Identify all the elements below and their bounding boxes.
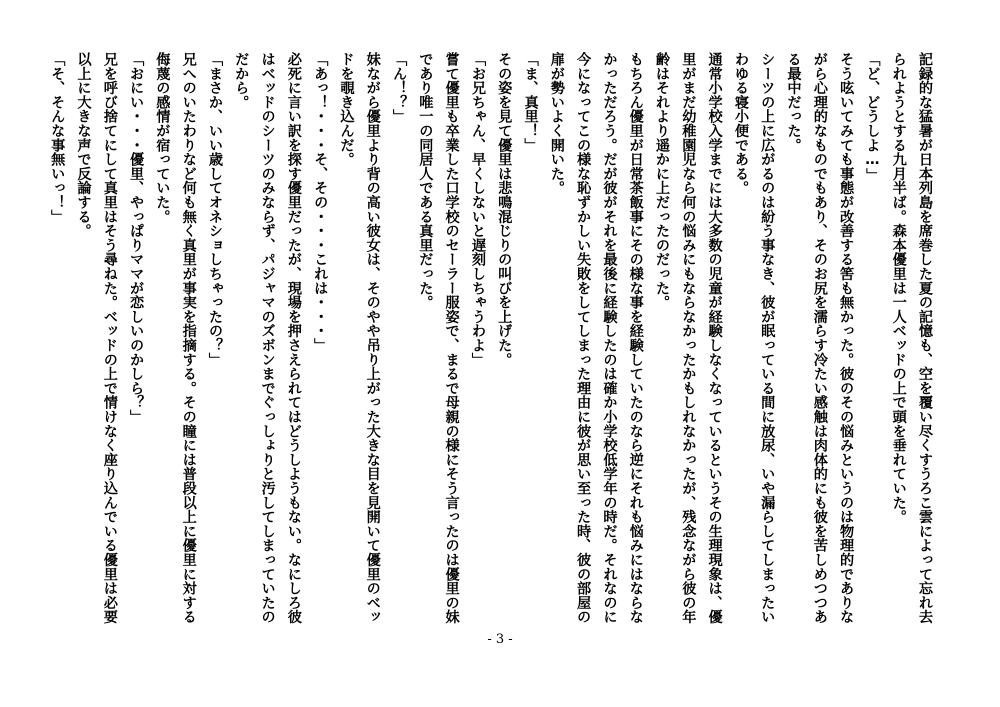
text-line-3: 「ど、どうしよ…」 [864,52,881,183]
text-line-16: 「ま、真里！」 [522,52,539,153]
text-line-27: だから。 [233,52,250,110]
text-line-10: 里がまだ幼稚園児なら何の悩みにもならなかったかもしれなかったが、残念ながら彼の年 [680,52,697,624]
text-line-13: かっただろう。だが彼がそれを最後に経験したのは確か小学校低学年の時だ。それなのに [601,52,618,624]
text-line-33: 以上に大きな声で反論する。 [75,52,92,238]
text-line-9: 通常小学校入学までには大多数の児童が経験しなくなっているというその生理現象は、優 [706,52,723,624]
text-line-17: その姿を見て優里は悲鳴混じりの叫びを上げた。 [496,52,513,367]
text-line-2: られようとする九月半ば。森本優里は一人ベッドの上で頭を垂れていた。 [890,52,907,524]
text-line-23: ドを覗き込んだ。 [338,52,355,167]
text-line-5: がら心理的なものでもあり、そのお尻を濡らす冷たい感触は肉体的にも彼を苦しめつつあ [811,52,828,624]
text-line-20: であり唯一の同居人である真里だった。 [417,52,434,310]
text-line-1: 記録的な猛暑が日本列島を席巻した夏の記憶も、空を覆い尽くすうろこ雲によって忘れ去 [917,52,933,624]
text-line-12: もちろん優里が日常茶飯事にその様な事を経験していたのなら逆にそれも悩みにはならな [627,52,644,624]
page-number: - 3 - [487,632,513,647]
body-text [49,52,938,624]
text-line-34: 「そ、そんな事無いっ！」 [49,52,66,224]
text-line-31: 「おにい・・・優里、やっぱりママが恋しいのかしら？」 [128,52,145,424]
text-line-29: 兄へのいたわりなど何も無く真里が事実を指摘する。その瞳には普段以上に優里に対する [180,52,197,624]
text-line-4: そう呟いてみても事態が改善する筈も無かった。彼のその悩みというのは物理的でありな [838,52,855,624]
text-line-25: 必死に言い訳を探す優里だったが、現場を押さえられてはどうしようもない。なにしろ彼 [285,52,302,624]
text-line-15: 扉が勢いよく開いた。 [548,52,565,195]
text-line-14: 今になってこの様な恥ずかしい失敗をしてしまった理由に彼が思い至った時、彼の部屋の [575,52,592,624]
text-line-32: 兄を呼び捨てにして真里はそう尋ねた。ベッドの上で情けなく座り込んでいる優里は必要 [101,52,118,624]
text-line-11: 齢はそれより遥かに上だったのだった。 [654,52,671,310]
text-line-26: はベッドのシーツのみならず、パジャマのズボンまでぐっしょりと汚してしまっていたの [259,52,276,624]
text-line-18: 「お兄ちゃん、早くしないと遅刻しちゃうわよ」 [469,52,486,367]
text-line-6: る最中だった。 [785,52,802,153]
text-line-30: 侮蔑の感情が宿っていた。 [154,52,171,224]
text-line-8: わゆる寝小便である。 [732,52,749,195]
text-line-7: シーツの上に広がるのは紛う事なき、彼が眠っている間に放尿、いや漏らしてしまったい [759,52,776,624]
text-line-24: 「あっ！・・・そ、その・・・これは・・・」 [312,52,329,353]
text-line-19: 嘗て優里も卒業した口学校のセーラー服姿で、まるで母親の様にそう言ったのは優里の妹 [443,52,460,624]
text-line-21: 「ん！？」 [391,52,408,124]
text-line-22: 妹ながら優里より背の高い彼女は、そのやや吊り上がった大きな目を見開いて優里のベッ [364,52,381,624]
text-line-28: 「まさか、いい歳してオネショしちゃったの？」 [206,52,223,367]
